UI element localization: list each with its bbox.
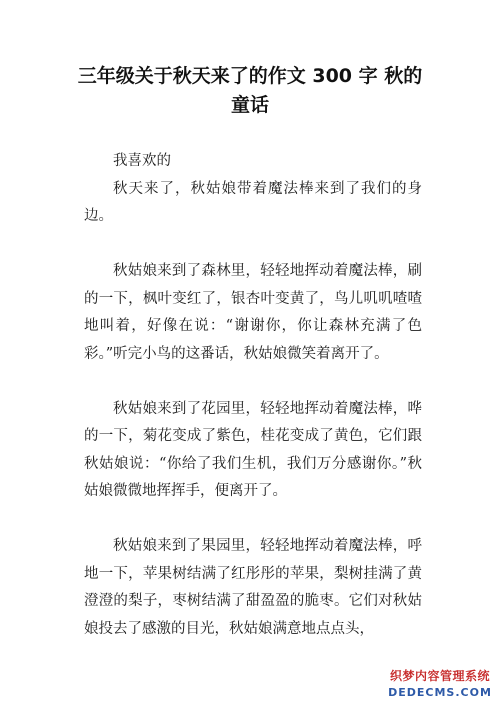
document-title: 三年级关于秋天来了的作文 300 字 秋的童话 [77, 65, 423, 116]
paragraph-intro: 我喜欢的 [113, 153, 171, 169]
paragraph-orchard: 秋姑娘来到了果园里，轻轻地挥动着魔法棒，呼地一下，苹果树结满了红彤彤的苹果，梨树挂满了黄澄澄的梨子，枣树结满了甜盈盈的脆枣。它们对秋姑娘投去了感激的目光，秋姑娘满意地点点头， [84, 538, 422, 637]
paragraph-autumn-arrives: 秋天来了，秋姑娘带着魔法棒来到了我们的身边。 [84, 180, 422, 224]
watermark-line2: DEDECMS.COM [388, 686, 492, 699]
essay-body [84, 148, 422, 643]
paragraph-forest: 秋姑娘来到了森林里，轻轻地挥动着魔法棒，刷的一下，枫叶变红了，银杏叶变黄了，鸟儿叽叽喳喳地叫着，好像在说：“谢谢你，你让森林充满了色彩。”听完小鸟的这番话，秋姑娘微笑着离开了。 [84, 263, 422, 362]
watermark-logo [384, 668, 496, 704]
watermark-line1: 织梦内容管理系统 [389, 669, 490, 683]
paragraph-garden: 秋姑娘来到了花园里，轻轻地挥动着魔法棒，哗的一下，菊花变成了紫色，桂花变成了黄色，它们跟秋姑娘说：“你给了我们生机，我们万分感谢你。”秋姑娘微微地挥挥手，便离开了。 [84, 400, 422, 499]
